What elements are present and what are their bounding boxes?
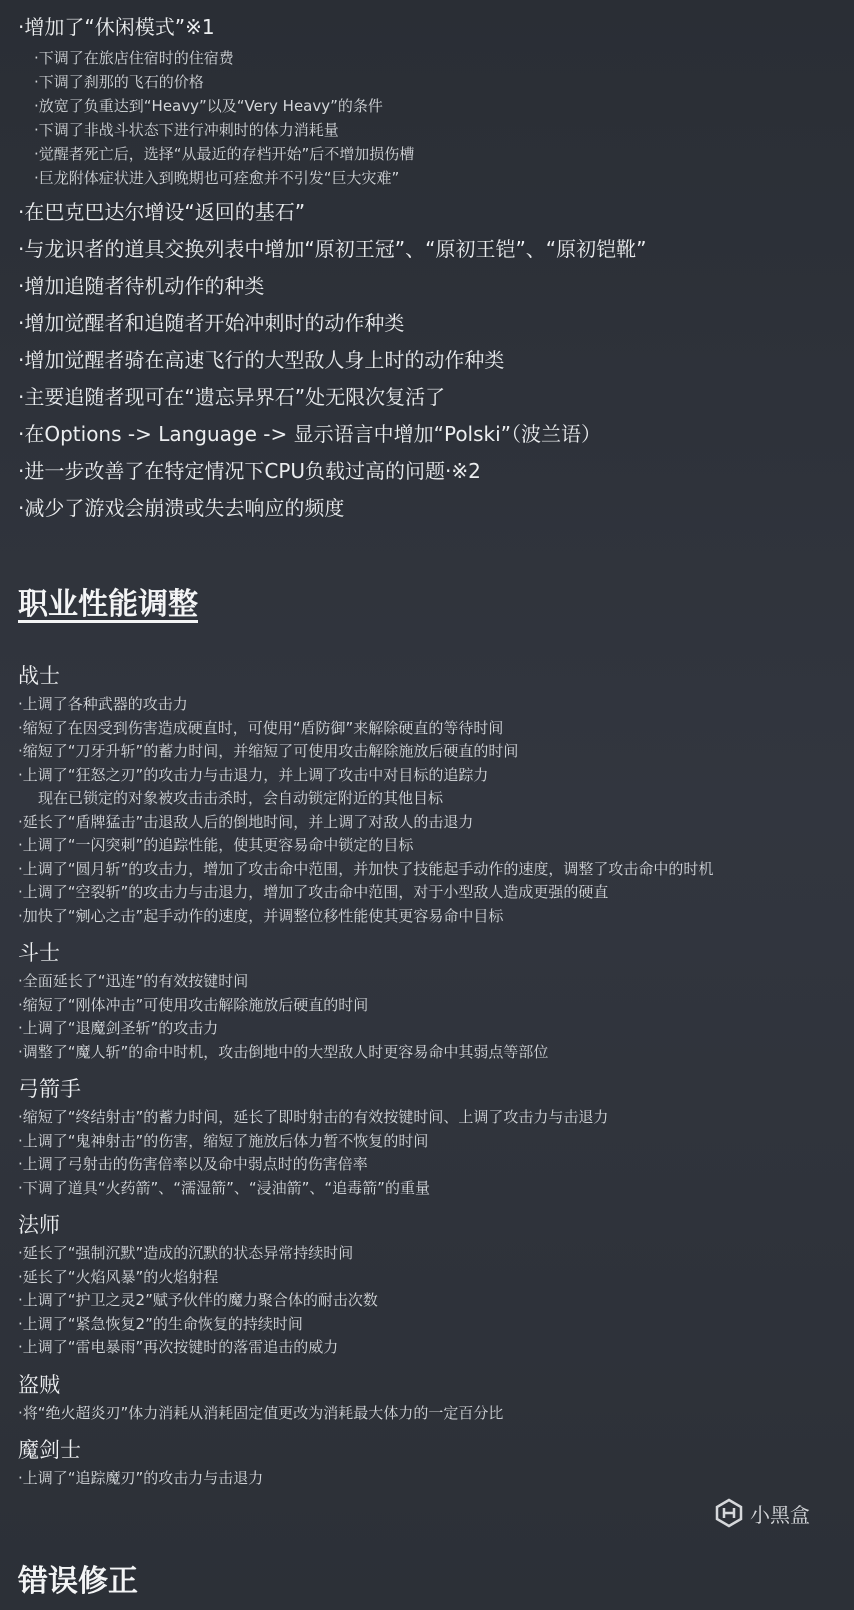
change-item: ·将“绝火超炎刃”体力消耗从消耗固定值更改为消耗最大体力的一定百分比 <box>18 1403 504 1422</box>
class-title-mage: 法师 <box>18 1213 60 1237</box>
update-item: ·与龙识者的道具交换列表中增加“原初王冠”、“原初王铠”、“原初铠靴” <box>18 237 647 261</box>
class-title-mystic-spearhand: 魔剑士 <box>18 1438 81 1462</box>
change-item: ·缩短了“终结射击”的蓄力时间，延长了即时射击的有效按键时间、上调了攻击力与击退力 <box>18 1108 609 1126</box>
change-item: ·上调了“紧急恢复2”的生命恢复的持续时间 <box>18 1314 303 1333</box>
change-item: ·下调了道具“火药箭”、“濡湿箭”、“浸油箭”、“追毒箭”的重量 <box>18 1178 430 1197</box>
change-item: ·上调了“狂怒之刃”的攻击力与击退力，并上调了攻击中对目标的追踪力 <box>18 765 489 784</box>
change-item: ·加快了“剜心之击”起手动作的速度，并调整位移性能使其更容易命中目标 <box>18 906 504 925</box>
casual-detail: ·下调了在旅店住宿时的住宿费 <box>34 49 234 67</box>
casual-detail: ·下调了非战斗状态下进行冲刺时的体力消耗量 <box>34 121 339 139</box>
change-item: ·上调了“圆月斩”的攻击力，增加了攻击命中范围，并加快了技能起手动作的速度，调整了攻击命中的时机 <box>18 859 714 878</box>
change-item: ·延长了“火焰风暴”的火焰射程 <box>18 1267 219 1286</box>
class-title-fighter: 斗士 <box>18 941 60 965</box>
change-item: ·缩短了“刀牙升斩”的蓄力时间，并缩短了可使用攻击解除施放后硬直的时间 <box>18 742 519 760</box>
casual-detail: ·放宽了负重达到“Heavy”以及“Very Heavy”的条件 <box>34 97 383 115</box>
watermark <box>714 1498 810 1528</box>
update-item-casual-mode: ·增加了“休闲模式”※1 <box>18 15 215 39</box>
change-item: ·上调了弓射击的伤害倍率以及命中弱点时的伤害倍率 <box>18 1155 368 1173</box>
warrior-changes <box>18 693 848 928</box>
update-item: ·进一步改善了在特定情况下CPU负载过高的问题·※2 <box>18 459 481 483</box>
change-item: ·上调了“鬼神射击”的伤害，缩短了施放后体力暂不恢复的时间 <box>18 1131 429 1150</box>
fighter-changes <box>18 970 848 1064</box>
change-item: ·缩短了“刚体冲击”可使用攻击解除施放后硬直的时间 <box>18 995 369 1014</box>
change-item: ·上调了“护卫之灵2”赋予伙伴的魔力聚合体的耐击次数 <box>18 1291 378 1309</box>
casual-detail: ·觉醒者死亡后，选择“从最近的存档开始”后不增加损伤槽 <box>34 145 415 163</box>
change-item: ·上调了“退魔剑圣斩”的攻击力 <box>18 1019 219 1037</box>
section-title-class-balance: 职业性能调整 <box>18 587 198 622</box>
update-item: ·在Options -> Language -> 显示语言中增加“Polski”（波兰语） <box>18 422 602 446</box>
update-item: ·在巴克巴达尔增设“返回的基石” <box>18 200 306 224</box>
casual-detail: ·巨龙附体症状进入到晚期也可痊愈并不引发“巨大灾难” <box>34 169 400 187</box>
change-item: ·调整了“魔人斩”的命中时机，攻击倒地中的大型敌人时更容易命中其弱点等部位 <box>18 1042 549 1061</box>
update-item: ·增加觉醒者骑在高速飞行的大型敌人身上时的动作种类 <box>18 348 505 372</box>
change-item: ·上调了各种武器的攻击力 <box>18 695 188 713</box>
mystic-spearhand-changes <box>18 1467 848 1491</box>
update-item: ·减少了游戏会崩溃或失去响应的频度 <box>18 496 345 520</box>
class-title-archer: 弓箭手 <box>18 1077 81 1101</box>
change-item-note: 现在已锁定的对象被攻击击杀时，会自动锁定附近的其他目标 <box>38 789 444 807</box>
article-body <box>18 10 848 1491</box>
change-item: ·上调了“一闪突刺”的追踪性能，使其更容易命中锁定的目标 <box>18 836 414 854</box>
change-item: ·缩短了在因受到伤害造成硬直时，可使用“盾防御”来解除硬直的等待时间 <box>18 718 504 737</box>
casual-detail: ·下调了刹那的飞石的价格 <box>34 73 204 91</box>
class-title-warrior: 战士 <box>18 664 60 688</box>
thief-changes <box>18 1402 848 1426</box>
watermark-text: 小黑盒 <box>750 1502 810 1527</box>
change-item: ·全面延长了“迅连”的有效按键时间 <box>18 972 249 990</box>
casual-mode-details <box>34 46 848 190</box>
update-item: ·主要追随者现可在“遗忘异界石”处无限次复活了 <box>18 385 446 409</box>
change-item: ·上调了“空裂斩”的攻击力与击退力，增加了攻击命中范围，对于小型敌人造成更强的硬直 <box>18 883 609 901</box>
change-item: ·上调了“追踪魔刃”的攻击力与击退力 <box>18 1469 264 1487</box>
class-title-thief: 盗贼 <box>18 1372 60 1397</box>
update-item: ·增加追随者待机动作的种类 <box>18 274 265 298</box>
mage-changes <box>18 1242 848 1360</box>
change-item: ·延长了“盾牌猛击”击退敌人后的倒地时间，并上调了对敌人的击退力 <box>18 812 474 831</box>
bottom-section <box>18 1562 138 1602</box>
change-item: ·上调了“雷电暴雨”再次按键时的落雷追击的威力 <box>18 1338 339 1356</box>
section-title-bug-fixes: 错误修正 <box>18 1564 138 1599</box>
update-item: ·增加觉醒者和追随者开始冲刺时的动作种类 <box>18 311 405 335</box>
change-item: ·延长了“强制沉默”造成的沉默的状态异常持续时间 <box>18 1244 354 1262</box>
xiaoheihe-logo-icon <box>714 1498 744 1528</box>
archer-changes <box>18 1106 848 1200</box>
